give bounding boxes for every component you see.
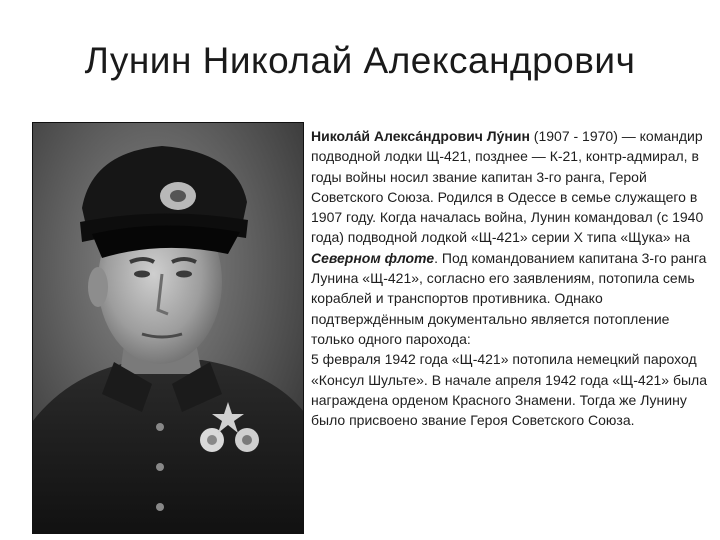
biography-text (311, 126, 716, 430)
fleet-emphasis: Северном флоте (311, 249, 435, 266)
slide-title: Лунин Николай Александрович (84, 40, 636, 81)
biography-paragraph (311, 126, 716, 349)
bio-event-paragraph: 5 февраля 1942 года «Щ-421» потопила немецкий пароход «Консул Шульте». В начале апреля 1942 года «Щ-421» была награждена орденом Красного Знамени. Тогда же Лунину было присвоено звание Героя Советского Союза. (311, 351, 707, 429)
portrait-photo (32, 122, 304, 534)
bio-lead: (1907 - 1970) — командир подводной лодки Щ-421, позднее — К-21, контр-адмирал, в годы войны носил звание капитан 3-го ранга, Герой Советского Союза. Родился в Одессе в семье служащего в 1907 году. Когда началась война, Лунин командовал (с 1940 года) подводной лодкой «Щ-421» серии X типа «Щука» на (311, 128, 704, 246)
bio-after-fleet: . Под командованием капитана 3-го ранга Лунина «Щ-421», согласно его заявлениям, потопила семь кораблей и транспортов противника. Однако подтверждённым документально является потопление только одного парохода: (311, 249, 707, 347)
person-name: Никола́й Алекса́ндрович Лу́нин (311, 128, 530, 144)
